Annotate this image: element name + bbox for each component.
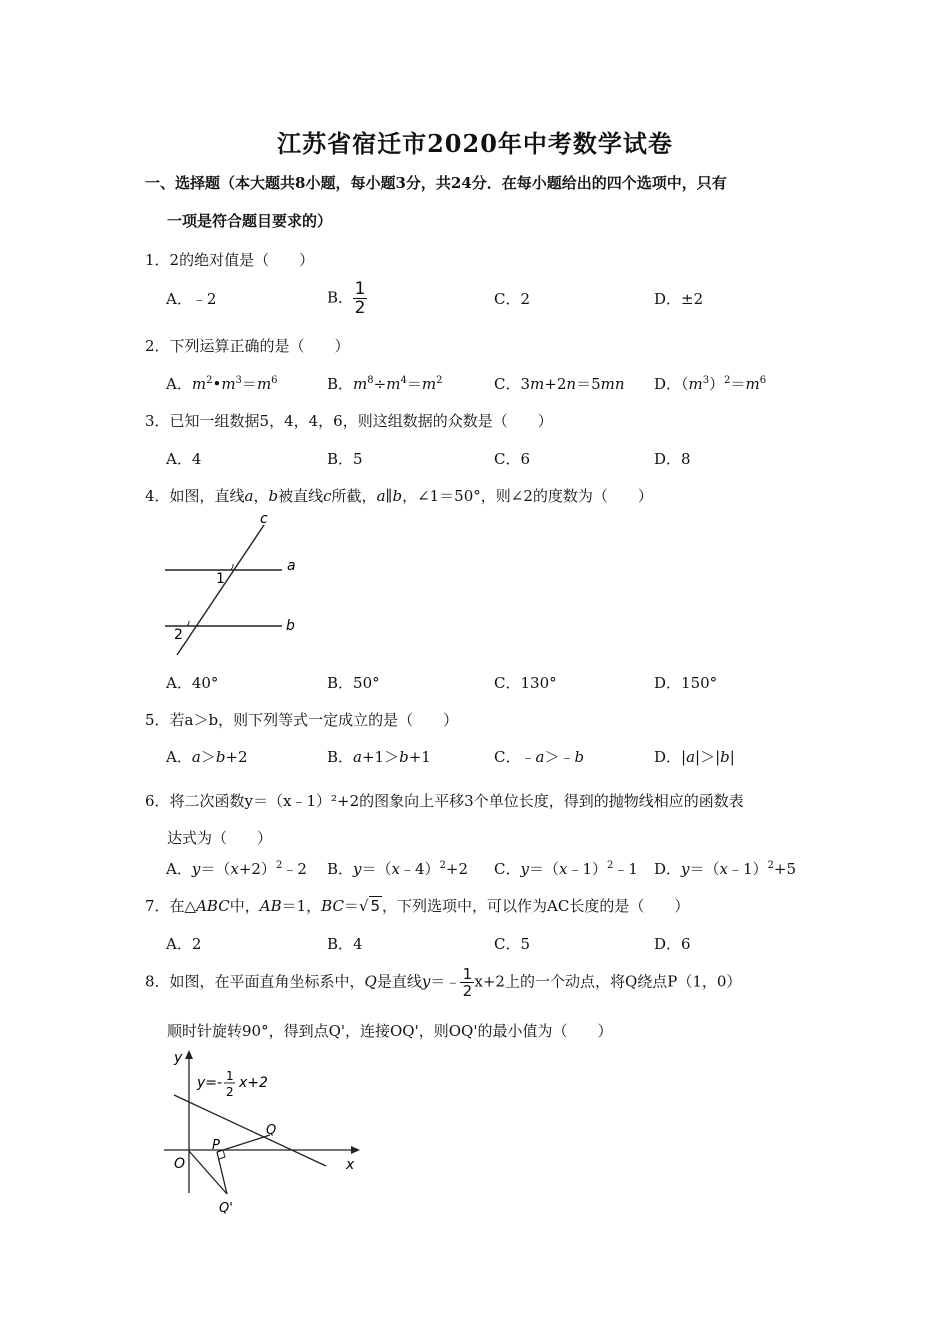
label-a: a (287, 558, 296, 574)
label-b: b (286, 618, 295, 634)
q3-option-b: B．5 (327, 450, 363, 468)
label-p: P (212, 1138, 220, 1153)
q7-option-b: B．4 (327, 935, 363, 953)
label-x: x (346, 1157, 355, 1173)
label-angle-1: 1 (216, 571, 225, 587)
q4-option-c: C．130° (494, 674, 557, 692)
question-4-options (166, 672, 846, 700)
q5-option-d: D．|a|＞|b| (654, 748, 735, 766)
label-c: c (260, 511, 268, 527)
question-1-stem: 1．2的绝对值是（ ） (145, 251, 315, 269)
q7-option-d: D．6 (654, 935, 691, 953)
equation-numerator: 1 (226, 1069, 234, 1083)
question-6-line2: 达式为（ ） (167, 829, 273, 847)
q1-option-b: B． $\frac{1}{2}$ (327, 279, 366, 318)
label-q: Q (266, 1123, 277, 1138)
q6-option-d: D．y＝（x﹣1）$^2$+5 (654, 860, 797, 878)
label-y: y (174, 1050, 183, 1066)
section-heading-line1: 一、选择题（本大题共8小题，每小题3分，共24分．在每小题给出的四个选项中，只有 (145, 174, 727, 192)
fraction-one-half: $\frac{1}{2}$ (354, 279, 366, 318)
q7-option-c: C．5 (494, 935, 531, 953)
q6-option-a: A．$y=(x+2)^2﹣2$ (166, 860, 307, 878)
y-axis-arrow (185, 1050, 193, 1059)
question-5-stem: 5．若a＞b，则下列等式一定成立的是（ ） (145, 711, 459, 729)
question-3-stem: 3．已知一组数据5，4，4，6，则这组数据的众数是（ ） (145, 412, 553, 430)
q2-option-b: B．$m^8\div m^4=m^2$ (327, 375, 443, 393)
line-c (177, 525, 264, 655)
question-6-stem (145, 783, 825, 857)
label-o: O (174, 1156, 186, 1172)
q1-option-a: A．﹣2 (166, 290, 217, 308)
angle-2-arc (187, 621, 189, 626)
q4-option-b: B．50° (327, 674, 380, 692)
page-title: 江苏省宿迁市2020年中考数学试卷 (277, 129, 673, 158)
q6-option-c: C．y＝（x﹣1）$^2$﹣1 (494, 860, 638, 878)
angle-1-arc (230, 564, 233, 570)
question-6-options (166, 858, 846, 886)
question-7-stem: 7．在△ABC中，AB＝1，BC＝√ 5 ，下列选项中，可以作为AC长度的是（ ） (145, 897, 690, 915)
q2-option-d: D．$(m^3)^2=m^6$ (654, 375, 767, 393)
question-8-stem-line2: 顺时针旋转90°，得到点Q'，连接OQ'，则OQ'的最小值为（ ） (167, 1022, 613, 1040)
label-q-prime: Q' (219, 1201, 233, 1216)
equation-denominator: 2 (226, 1085, 234, 1099)
q5-option-c: C．﹣a＞﹣b (494, 748, 585, 766)
q1-option-c: C．2 (494, 290, 531, 308)
q4-parallel-lines-figure (160, 510, 310, 660)
q4-option-a: A．40° (166, 674, 219, 692)
equation-suffix: x+2 (239, 1075, 268, 1091)
question-1-options (166, 279, 846, 318)
q8-coordinate-figure (160, 1048, 365, 1218)
q5-option-b: B．a+1＞b+1 (327, 748, 431, 766)
line-q-path (174, 1095, 326, 1166)
q4-option-d: D．150° (654, 674, 718, 692)
q3-option-a: A．4 (166, 450, 202, 468)
equation-prefix: y=- (197, 1075, 223, 1091)
q3-option-d: D．8 (654, 450, 691, 468)
sqrt-5: √ 5 (358, 897, 381, 915)
q6-option-b: B．y＝（x﹣4）$^2$+2 (327, 860, 469, 878)
question-5-options (166, 746, 846, 774)
x-axis-arrow (351, 1146, 360, 1154)
question-6-line1: 6．将二次函数y＝（x﹣1）²+2的图象向上平移3个单位长度，得到的抛物线相应的函数表 (145, 792, 744, 810)
label-angle-2: 2 (174, 627, 183, 643)
question-4-stem: 4．如图，直线a，b被直线c所截，a∥b，∠1＝50°，则∠2的度数为（ ） (145, 487, 653, 505)
question-3-options (166, 448, 846, 476)
question-7-options (166, 933, 846, 961)
q2-option-c: C．3m+2n＝5mn (494, 375, 625, 393)
q5-option-a: A．a＞b+2 (166, 748, 248, 766)
q2-option-a: A．$m^2•m^3=m^6$ (166, 375, 278, 393)
question-8-stem-line1: 8．如图，在平面直角坐标系中，Q是直线y＝﹣ $\frac{1}{2}$ x+2上的一个动点，将Q绕点P（1，0） (145, 965, 742, 1000)
section-heading (145, 164, 815, 240)
q3-option-c: C．6 (494, 450, 531, 468)
question-2-options (166, 373, 846, 401)
section-heading-line2: 一项是符合题目要求的） (167, 212, 333, 230)
question-2-stem: 2．下列运算正确的是（ ） (145, 337, 350, 355)
q1-option-d: D．±2 (654, 290, 704, 308)
q7-option-a: A．2 (166, 935, 202, 953)
